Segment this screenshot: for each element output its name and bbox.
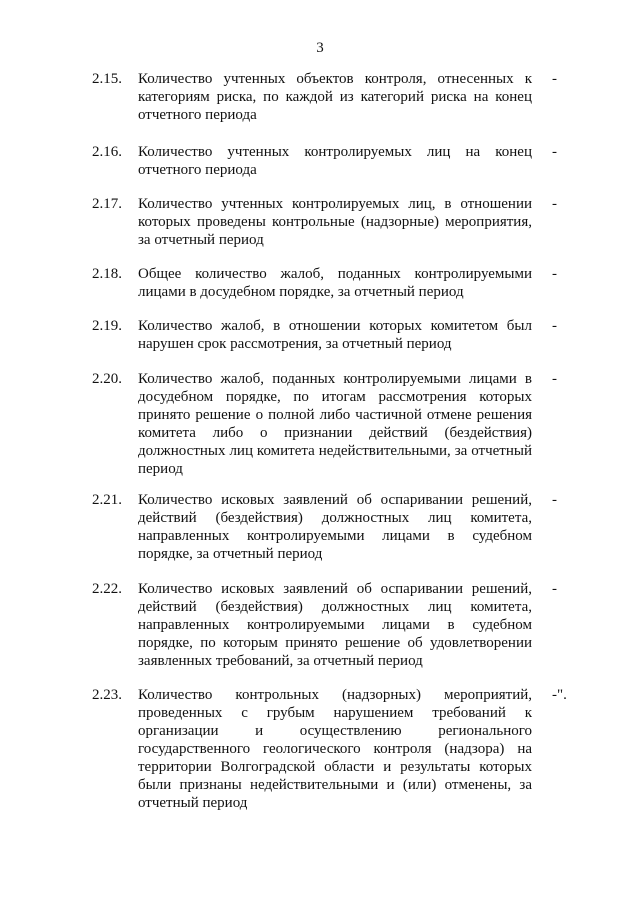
item-number: 2.19. (92, 318, 122, 334)
item-number: 2.15. (92, 71, 122, 87)
page-number: 3 (316, 40, 324, 56)
item-value: - (552, 371, 557, 387)
item-number: 2.23. (92, 687, 122, 703)
item-text: Количество учтенных контролируемых лиц на конец отчетного периода (138, 144, 532, 178)
item-number: 2.22. (92, 581, 122, 597)
item-text: Количество жалоб, в отношении которых комитетом был нарушен срок рассмотрения, за отчетный период (138, 318, 532, 352)
item-number: 2.18. (92, 266, 122, 282)
item-value: - (552, 71, 557, 87)
item-value: -". (552, 687, 567, 703)
item-text: Количество учтенных объектов контроля, отнесенных к категориям риска, по каждой из категорий риска на конец отчетного периода (138, 71, 532, 123)
item-text: Количество жалоб, поданных контролируемыми лицами в досудебном порядке, по итогам рассмотрения которых принято решение о полной либо частичной отмене решения комитета либо о признании действий (бездействия) должностных лиц комитета недействительными, за отчетный период (138, 371, 532, 477)
item-text: Общее количество жалоб, поданных контролируемыми лицами в досудебном порядке, за отчетный период (138, 266, 532, 300)
item-value: - (552, 144, 557, 160)
item-value: - (552, 196, 557, 212)
item-value: - (552, 266, 557, 282)
item-text: Количество исковых заявлений об оспаривании решений, действий (бездействия) должностных лиц комитета, направленных контролируемыми лицами в судебном порядке, по которым принято решение об удовлетворении заявленных требований, за отчетный период (138, 581, 532, 669)
item-text: Количество контрольных (надзорных) мероприятий, проведенных с грубым нарушением требований к организации и осуществлению регионального государственного геологического контроля (надзора) на территории Волгоградской области и результаты которых были признаны недействительными и (или) отменены, за отчетный период (138, 687, 532, 811)
item-value: - (552, 581, 557, 597)
item-number: 2.17. (92, 196, 122, 212)
item-text: Количество исковых заявлений об оспаривании решений, действий (бездействия) должностных лиц комитета, направленных контролируемыми лицами в судебном порядке, за отчетный период (138, 492, 532, 562)
item-number: 2.21. (92, 492, 122, 508)
item-value: - (552, 492, 557, 508)
item-number: 2.16. (92, 144, 122, 160)
item-text: Количество учтенных контролируемых лиц, в отношении которых проведены контрольные (надзорные) мероприятия, за отчетный период (138, 196, 532, 248)
item-number: 2.20. (92, 371, 122, 387)
item-value: - (552, 318, 557, 334)
